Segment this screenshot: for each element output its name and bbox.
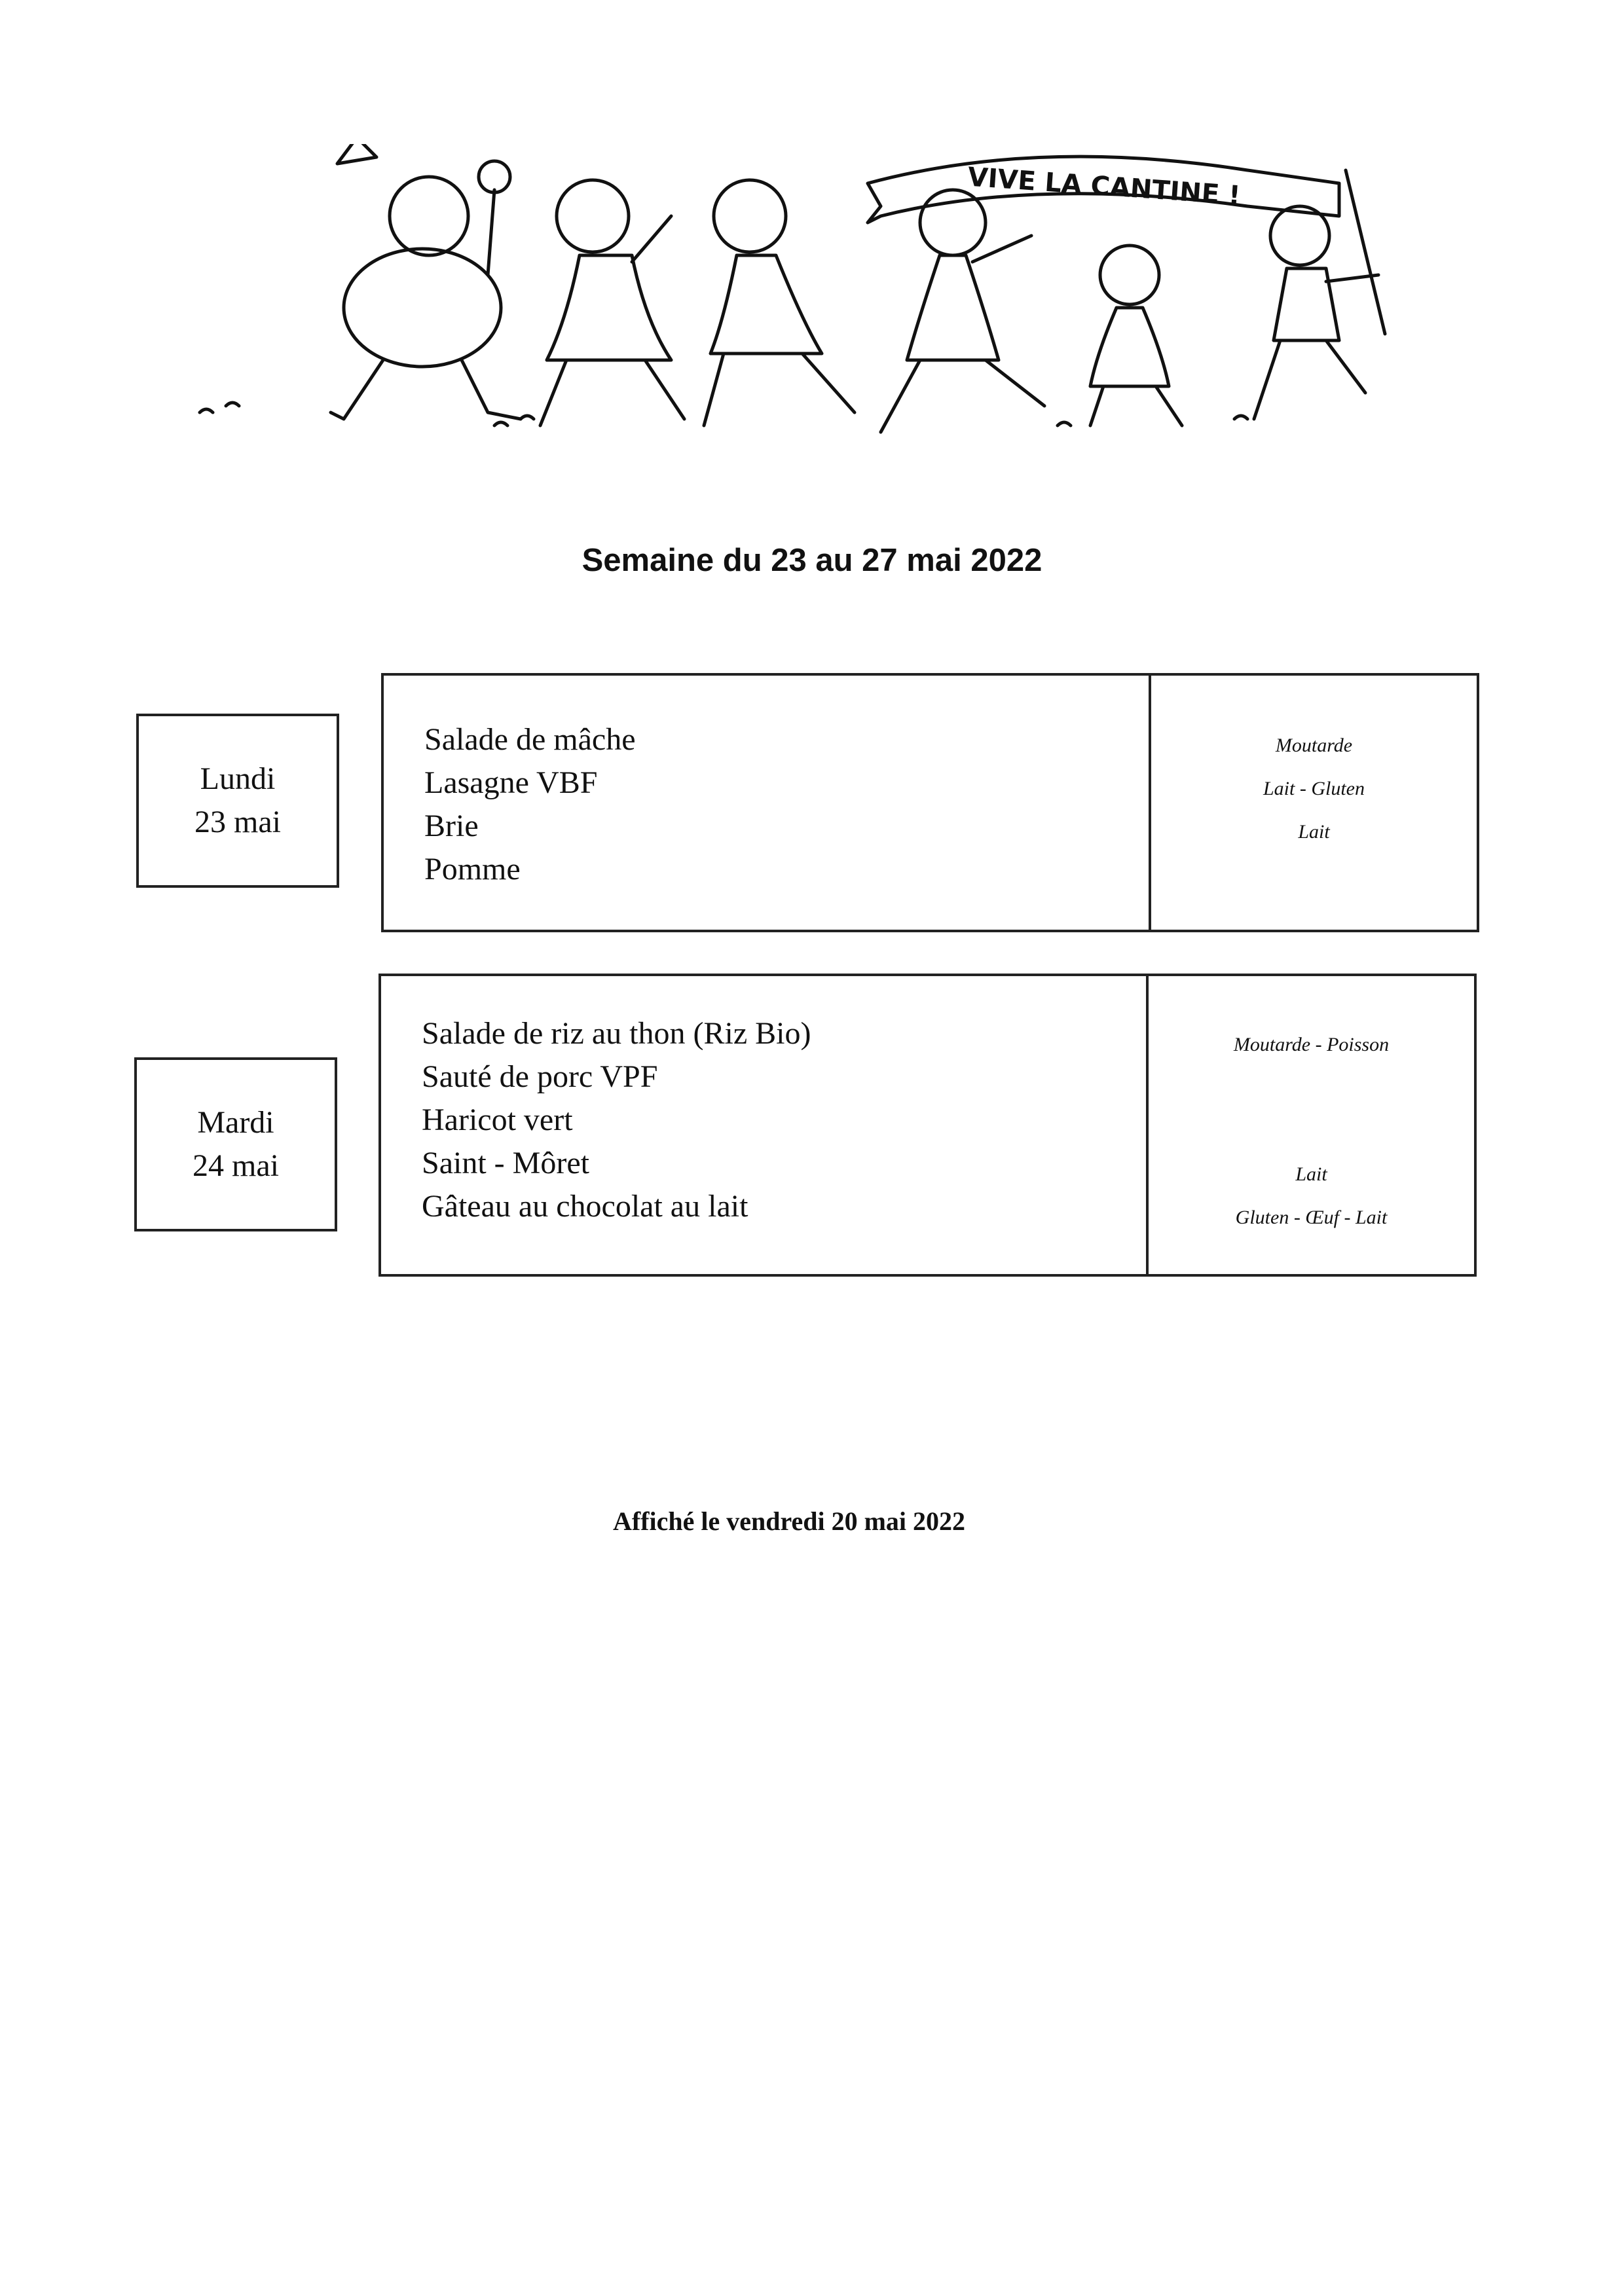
page-title: Semaine du 23 au 27 mai 2022 bbox=[581, 543, 1043, 578]
allergen-label: Lait bbox=[1298, 821, 1330, 843]
day-box-mardi bbox=[134, 1057, 337, 1231]
cook-figure bbox=[331, 144, 521, 419]
meal-box-lundi bbox=[381, 673, 1479, 932]
dish: Sauté de porc VPF bbox=[422, 1059, 658, 1094]
dish: Saint - Môret bbox=[422, 1146, 589, 1180]
dish: Gâteau au chocolat au lait bbox=[422, 1189, 748, 1224]
boy-figure bbox=[1254, 206, 1378, 419]
dish: Pomme bbox=[424, 852, 521, 886]
allergen-column bbox=[1151, 676, 1477, 930]
dish-list bbox=[384, 676, 1151, 930]
dish: Lasagne VBF bbox=[424, 765, 598, 800]
day-name: Lundi bbox=[200, 761, 276, 796]
posted-date: Affiché le vendredi 20 mai 2022 bbox=[612, 1506, 966, 1536]
dish-list bbox=[381, 976, 1149, 1274]
meal-box-mardi bbox=[378, 974, 1477, 1277]
dish: Salade de mâche bbox=[424, 722, 636, 757]
day-date: 23 mai bbox=[194, 805, 281, 839]
allergen-label: Moutarde - Poisson bbox=[1233, 1034, 1390, 1055]
dish: Brie bbox=[424, 809, 479, 843]
girl-figure-1 bbox=[540, 180, 684, 426]
dish: Haricot vert bbox=[422, 1102, 573, 1137]
vive-la-cantine-illustration bbox=[187, 144, 1398, 471]
svg-text:VIVE LA CANTINE !: VIVE LA CANTINE ! bbox=[967, 162, 1242, 211]
day-date: 24 mai bbox=[193, 1148, 279, 1183]
allergen-label: Moutarde bbox=[1275, 735, 1353, 756]
allergen-label: Gluten - Œuf - Lait bbox=[1235, 1207, 1388, 1228]
allergen-label: Lait bbox=[1295, 1163, 1327, 1185]
day-box-lundi bbox=[136, 714, 339, 888]
allergen-label: Lait - Gluten bbox=[1263, 778, 1365, 799]
small-girl-figure bbox=[1090, 246, 1182, 426]
girl-figure-3 bbox=[881, 190, 1044, 432]
allergen-column bbox=[1149, 976, 1474, 1274]
girl-figure-2 bbox=[704, 180, 855, 426]
day-name: Mardi bbox=[197, 1105, 274, 1140]
dish: Salade de riz au thon (Riz Bio) bbox=[422, 1016, 811, 1051]
